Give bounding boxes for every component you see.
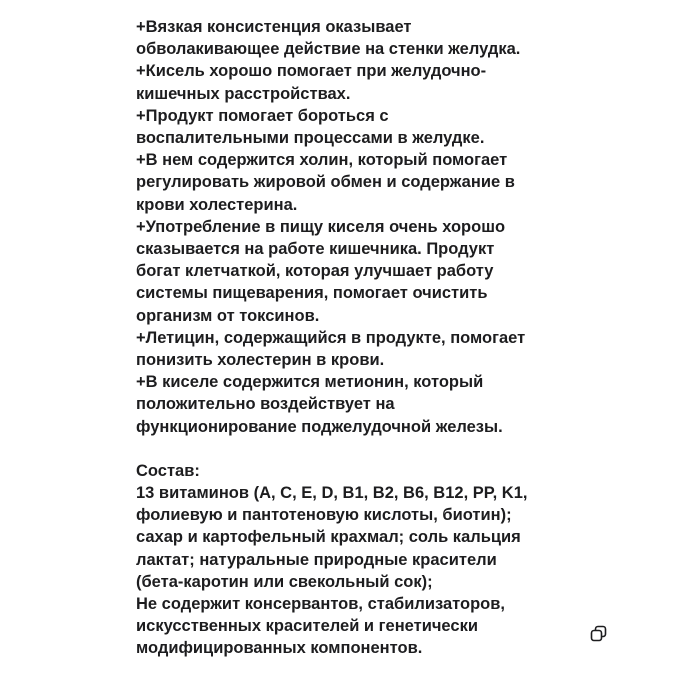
composition-line: 13 витаминов (A, C, E, D, B1, B2, B6, B12, PP, K1,	[136, 484, 528, 503]
benefit-line: обволакивающее действие на стенки желудка.	[136, 40, 521, 59]
composition-line: фолиевую и пантотеновую кислоты, биотин);	[136, 506, 512, 525]
benefit-item	[136, 16, 700, 60]
benefit-item	[136, 105, 700, 149]
copy-icon[interactable]	[590, 625, 608, 643]
benefit-line: крови холестерина.	[136, 195, 298, 214]
benefit-line: функционирование поджелудочной железы.	[136, 417, 503, 436]
benefit-line: сказывается на работе кишечника. Продукт	[136, 240, 495, 259]
benefit-line: +Летицин, содержащийся в продукте, помогает	[136, 328, 526, 347]
composition-line: Не содержит консервантов, стабилизаторов,	[136, 595, 505, 614]
benefit-line: +Употребление в пищу киселя очень хорошо	[136, 217, 506, 236]
benefit-line: кишечных расстройствах.	[136, 84, 351, 103]
composition-line: лактат; натуральные природные красители	[136, 550, 497, 569]
benefit-item	[136, 371, 700, 438]
composition-text	[136, 482, 700, 660]
benefit-line: +Вязкая консистенция оказывает	[136, 18, 412, 36]
benefit-line: системы пищеварения, помогает очистить	[136, 284, 488, 303]
benefit-item	[136, 149, 700, 216]
composition-line: модифицированных компонентов.	[136, 639, 423, 658]
benefit-line: воспалительными процессами в желудке.	[136, 129, 485, 148]
benefit-line: богат клетчаткой, которая улучшает работу	[136, 262, 494, 281]
benefit-line: организм от токсинов.	[136, 306, 320, 325]
composition-title: Состав:	[136, 461, 200, 480]
benefit-line: положительно воздействует на	[136, 395, 395, 414]
benefit-line: +В нем содержится холин, который помогает	[136, 151, 508, 170]
benefit-line: регулировать жировой обмен и содержание в	[136, 173, 515, 192]
benefit-line: +Кисель хорошо помогает при желудочно-	[136, 62, 487, 81]
benefit-line: +Продукт помогает бороться с	[136, 106, 389, 125]
benefit-line: +В киселе содержится метионин, который	[136, 373, 484, 392]
benefit-line: понизить холестерин в крови.	[136, 351, 385, 370]
benefit-item	[136, 60, 700, 104]
benefit-item	[136, 216, 700, 327]
composition-line: (бета-каротин или свекольный сок);	[136, 572, 433, 591]
benefit-item	[136, 327, 700, 371]
composition-line: сахар и картофельный крахмал; соль кальция	[136, 528, 521, 547]
composition-line: искусственных красителей и генетически	[136, 617, 478, 636]
benefits-list	[136, 16, 700, 438]
